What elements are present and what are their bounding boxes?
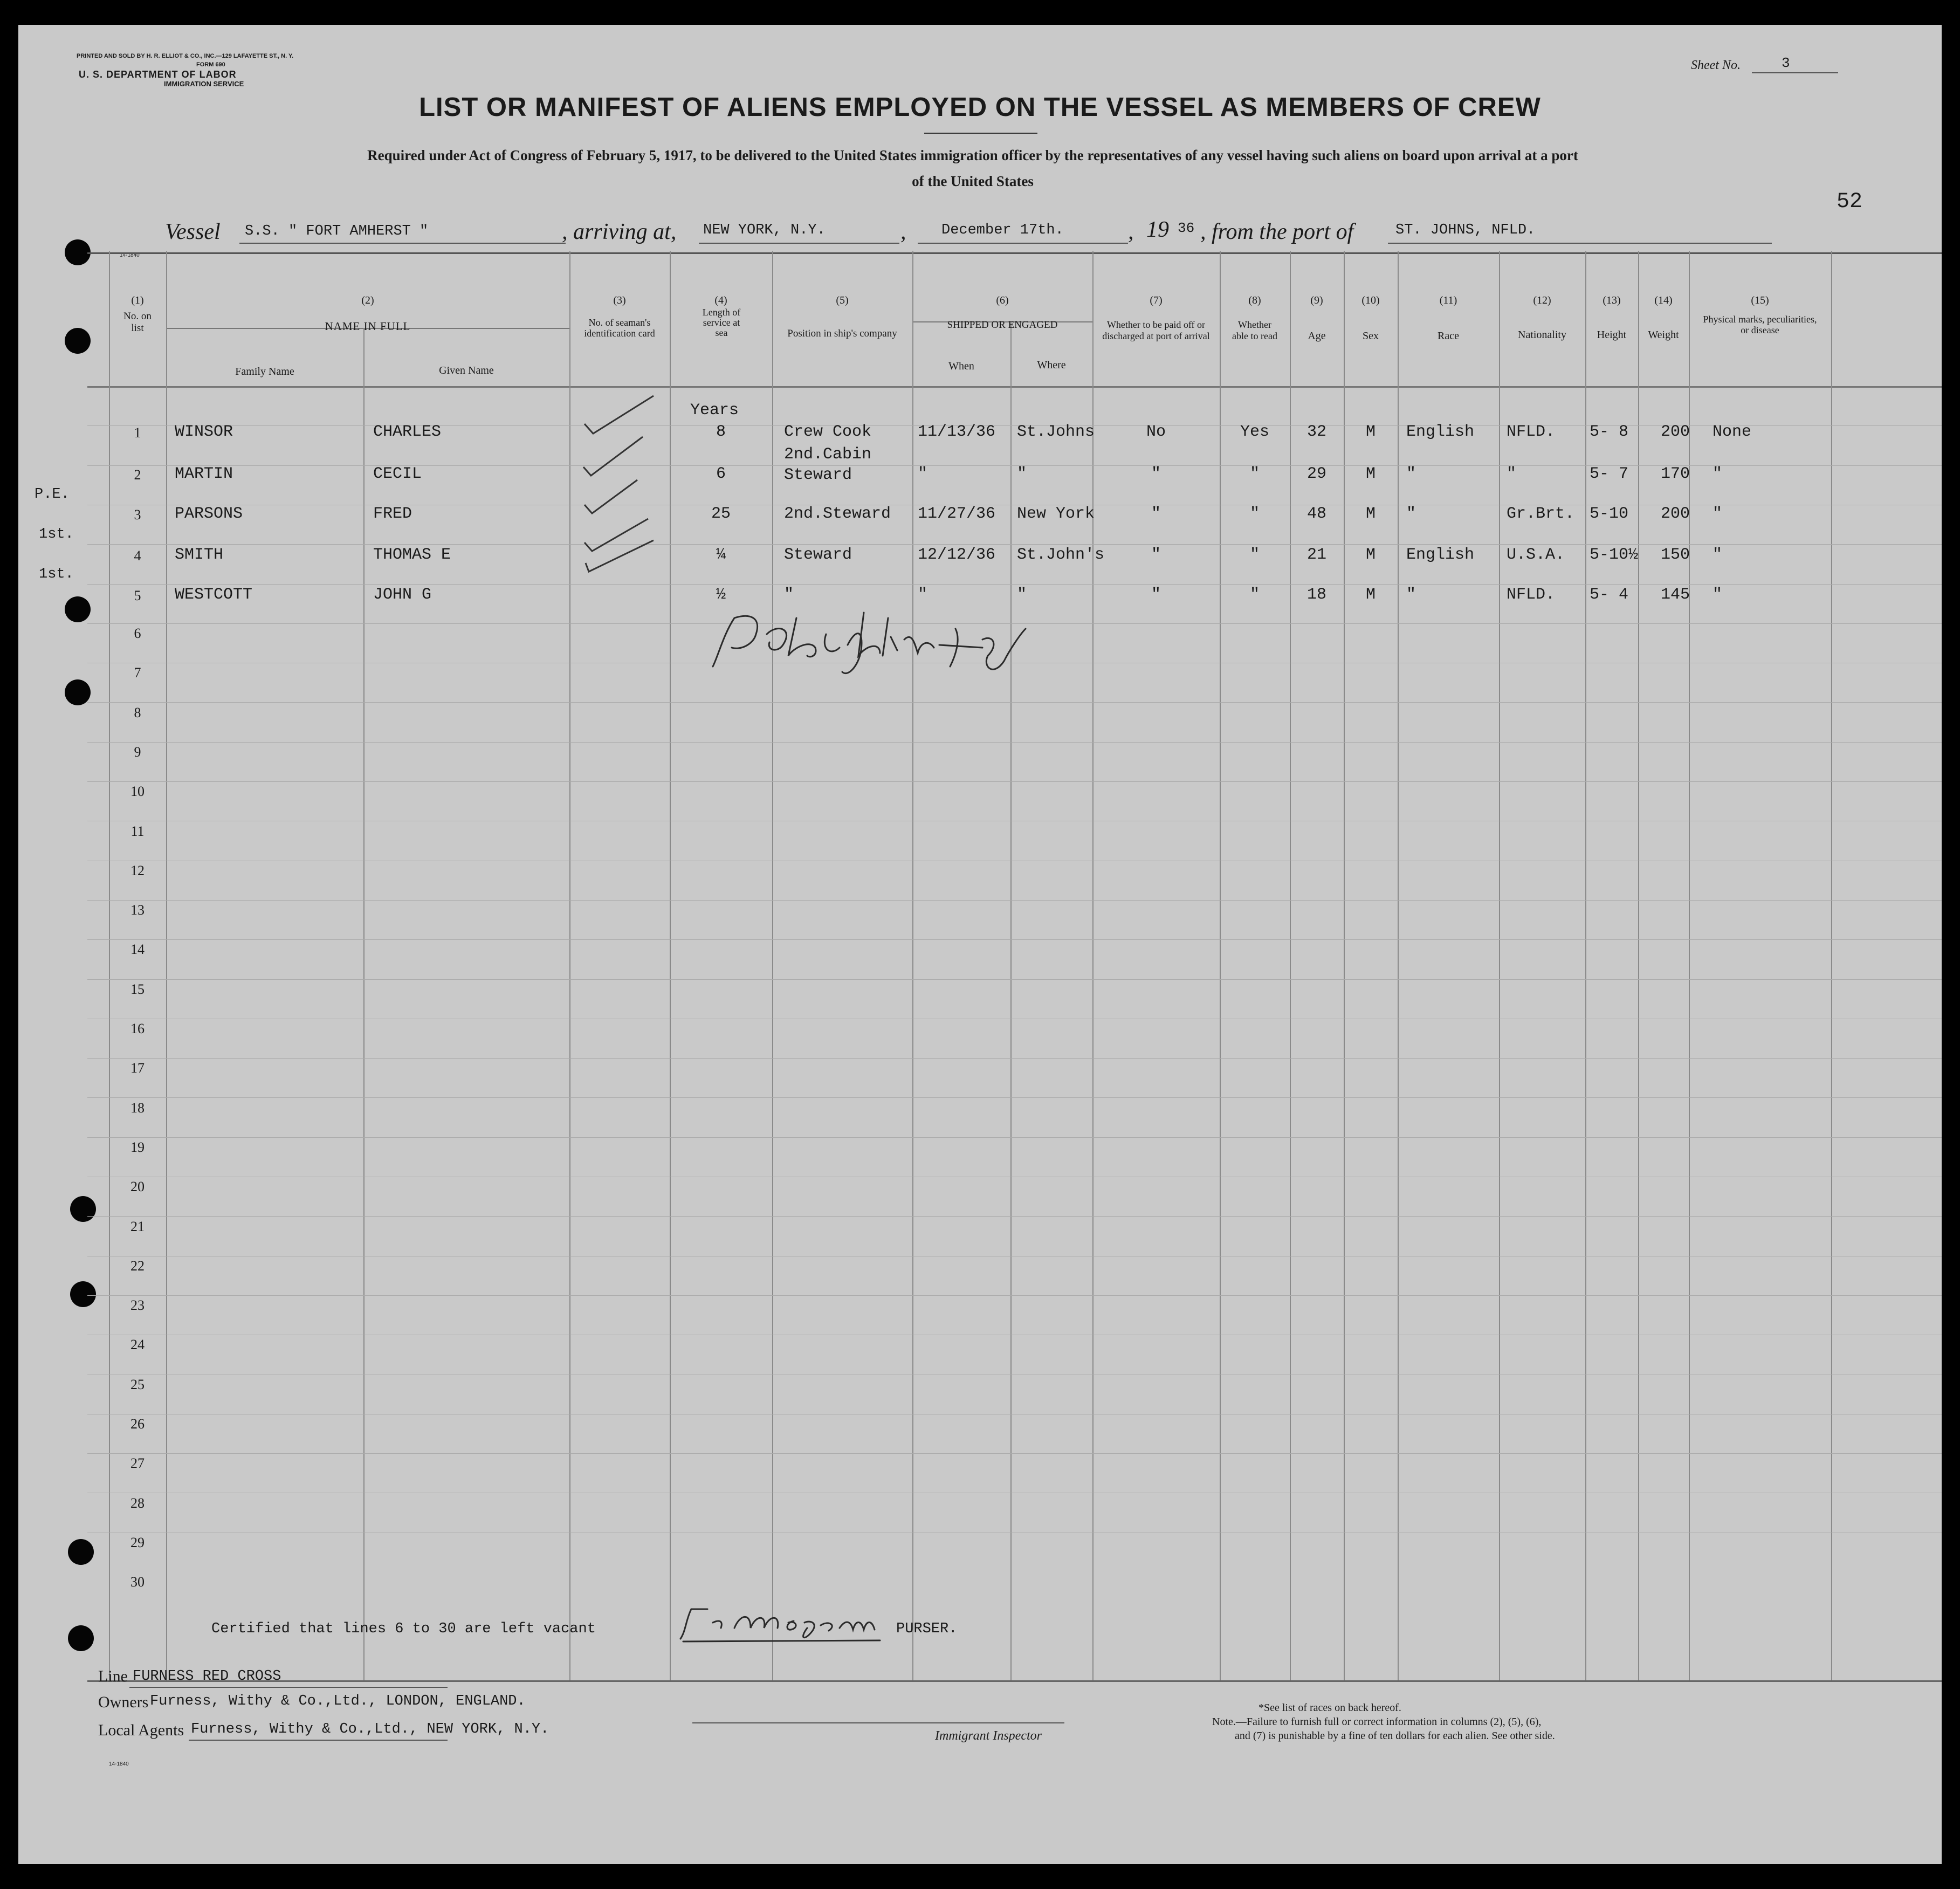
note-line-2: and (7) is punishable by a fine of ten dollars for each alien. See other side.: [1235, 1730, 1555, 1742]
check-mark: [586, 540, 654, 572]
cell-family: SMITH: [175, 546, 224, 564]
cell-read: ": [1249, 465, 1260, 483]
col-10-label: Sex: [1363, 330, 1379, 342]
col-11-label: Race: [1438, 330, 1459, 342]
row-number: 7: [134, 665, 141, 681]
row-number: 19: [130, 1139, 145, 1155]
row-number: 16: [130, 1021, 145, 1036]
row-number: 18: [130, 1100, 145, 1116]
col-11-num: (11): [1439, 294, 1457, 306]
col-13-num: (13): [1603, 294, 1621, 306]
col-7-num: (7): [1150, 294, 1163, 306]
cell-paid-off: ": [1151, 505, 1161, 523]
row-rule: [87, 702, 1942, 703]
row-number: 8: [134, 704, 141, 720]
col-3-num: (3): [613, 294, 626, 306]
col-6-label: SHIPPED OR ENGAGED: [947, 319, 1058, 331]
manifest-sheet: PRINTED AND SOLD BY H. R. ELLIOT & CO., INC.—129 LAFAYETTE ST., N. Y. FORM 690 U. S. DEPARTMENT OF LABOR IMMIGRATION SERVICE Sheet No. 3 52 LIST OR MANIFEST OF ALIENS EMPLOYED ON THE VESSEL AS MEMBERS OF CREW Required under Act of Congress of February 5, 1917, to be delivered to the United States immigration officer by the representatives of any vessel having such aliens on board upon arrival at a port of the United States Vessel S.S. " FORT AMHERST " , arriving at, NEW YORK, N.Y. , December 17th. , 19 36 , from the port of ST. JOHNS, NFLD. 14-1840 (1) No. on list (2) NAME IN FULL Family Name Given Name (3) No. of seaman's identification card (4) Length of service at sea (5) Position in ship's company (6) SHIPPED OR ENGAGED When Where (7) Whether to be paid off or discharged at port of arrival (8) Whether able to read (9) Age (10) Sex (11) Race (12) Nationality (13) Height (14) Weight (15) Physical marks, peculiarities, or disease 1 WINSOR CHARLES 8 Crew Cook 11/13/36 St.Johns No Yes 32 M English NFLD. 5- 8 200 None 2 MARTIN CECIL 6 Steward 2nd.Cabin " " " " 29 M " " 5- 7 170 " 3 PARSONS FRED 25 2nd.Steward 11/27/36 New York " " 48 M " Gr.Brt. 5-10 200 " 4 SMITH THOMAS E ¼ Steward 12/12/36 St.John's " " 21 M English U.S.A. 5-10½ 150 " 5 WESTCOTT JOHN G ½ " " " " " 18 M " NFLD. 5- 4 145 " 6 7 8 9 10 11 12 13 14 15 16 17 18 19 20 21 22 23 24 25 26 27 28 29 30 Years Certified that lines 6 to 30 are left vacant PURSER. P.E. 1st. 1st. Line FURNESS RED CROSS Owners Furness, Withy & Co.,Ltd., LONDON, ENGLAND. Local Agents Furness, Withy & Co.,Ltd., NEW YORK, N.Y. 14-1840 Immigrant Inspector *See list of races on back hereof. Note.—Failure to furnish full or correct information in columns (2), (5), (6), and (7) is punishable by a fine of ten dollars for each alien. See other side.: [18, 25, 1942, 1864]
crew-table: [87, 251, 1942, 1680]
cell-race: ": [1406, 465, 1416, 483]
col-8-num: (8): [1248, 294, 1261, 306]
col-14-label: Weight: [1648, 329, 1679, 341]
col-1-label: No. on list: [123, 311, 152, 334]
cell-age: 18: [1306, 586, 1326, 604]
cell-weight: 145: [1661, 586, 1690, 604]
sheet-label: Sheet No.: [1691, 58, 1741, 72]
cell-marks: ": [1713, 465, 1723, 483]
form-number: FORM 690: [196, 61, 225, 68]
form-code: 14-1840: [120, 252, 140, 258]
subtitle: [142, 142, 1803, 194]
from-label: , from the port of: [1200, 219, 1354, 244]
col-2-family: Family Name: [235, 366, 294, 377]
row-number: 6: [134, 626, 141, 641]
col-5-label: Position in ship's company: [787, 328, 897, 339]
cell-weight: 150: [1661, 546, 1690, 564]
col-2-num: (2): [361, 294, 374, 306]
row-rule: [87, 544, 1942, 545]
year-suffix: 36: [1178, 220, 1195, 236]
cell-weight: 200: [1661, 423, 1690, 441]
subtitle-line-1: Required under Act of Congress of February 5, 1917, to be delivered to the United States immigration officer by the representatives of any vessel having such aliens on board upon arrival at a port: [367, 147, 1578, 163]
cell-race: ": [1406, 505, 1416, 523]
arriving-label: , arriving at,: [562, 219, 677, 244]
line-label: Line: [98, 1667, 128, 1685]
col-9-num: (9): [1310, 294, 1323, 306]
cell-given: JOHN G: [373, 586, 432, 604]
year-prefix: 19: [1146, 217, 1169, 242]
cell-family: PARSONS: [175, 505, 243, 523]
cell-sex: M: [1365, 423, 1376, 441]
row-number: 28: [130, 1495, 145, 1511]
cell-where: New York: [1017, 505, 1095, 523]
row-number: 21: [130, 1218, 145, 1234]
margin-note: 1st.: [39, 566, 74, 582]
cell-height: 5- 8: [1590, 423, 1629, 441]
cell-service: ½: [716, 586, 726, 604]
col-10-num: (10): [1361, 294, 1380, 306]
row-rule: [87, 781, 1942, 782]
col-5-num: (5): [836, 294, 849, 306]
owners-value: Furness, Withy & Co.,Ltd., LONDON, ENGLAND.: [150, 1693, 526, 1709]
cell-nationality: NFLD.: [1507, 423, 1556, 441]
cell-position: Steward: [784, 546, 852, 564]
col-3-label: No. of seaman's identification card: [584, 317, 655, 339]
margin-note: P.E.: [35, 486, 70, 503]
inspector-label: Immigrant Inspector: [935, 1729, 1042, 1743]
col-15-num: (15): [1751, 294, 1769, 306]
sheet-number: 3: [1782, 55, 1790, 71]
col-6-where: Where: [1037, 359, 1066, 371]
arriving-port: NEW YORK, N.Y.: [703, 222, 826, 238]
cell-sex: M: [1365, 465, 1376, 483]
cell-marks: ": [1713, 505, 1723, 523]
col-1-num: (1): [131, 294, 144, 306]
cell-marks: ": [1713, 546, 1723, 564]
row-number: 15: [130, 981, 145, 997]
cell-paid-off: ": [1151, 546, 1161, 564]
cell-given: CHARLES: [373, 423, 442, 441]
punch-hole: [65, 239, 91, 265]
cell-marks: None: [1713, 423, 1752, 441]
cell-weight: 200: [1661, 505, 1690, 523]
row-number: 9: [134, 744, 141, 760]
col-8-label: Whether able to read: [1232, 319, 1277, 341]
cell-position: 2nd.Cabin: [784, 445, 872, 464]
checkmarks: [573, 391, 675, 575]
page-number: 52: [1837, 190, 1863, 214]
note-line-1: Note.—Failure to furnish full or correct information in columns (2), (5), (6),: [1212, 1716, 1542, 1728]
cell-read: Yes: [1240, 423, 1269, 441]
row-rule: [87, 1216, 1942, 1217]
cell-when: 12/12/36: [918, 546, 996, 564]
page-title: LIST OR MANIFEST OF ALIENS EMPLOYED ON THE VESSEL AS MEMBERS OF CREW: [419, 93, 1541, 122]
row-rule: [87, 939, 1942, 940]
cell-paid-off: No: [1146, 423, 1166, 441]
row-number: 2: [134, 467, 141, 483]
cell-paid-off: ": [1151, 465, 1161, 483]
department: U. S. DEPARTMENT OF LABOR: [79, 69, 237, 80]
col-6-num: (6): [996, 294, 1009, 306]
row-rule: [87, 979, 1942, 980]
row-rule: [87, 1295, 1942, 1296]
cell-nationality: Gr.Brt.: [1507, 505, 1575, 523]
cell-service: ¼: [716, 546, 726, 564]
row-number: 11: [130, 823, 145, 839]
cell-position-line2: Steward: [784, 466, 852, 484]
row-rule: [87, 584, 1942, 585]
cell-sex: M: [1365, 546, 1376, 564]
cell-nationality: NFLD.: [1507, 586, 1556, 604]
cell-weight: 170: [1661, 465, 1690, 483]
cell-race: English: [1406, 423, 1475, 441]
col-9-label: Age: [1308, 330, 1326, 342]
row-number: 12: [130, 862, 145, 878]
check-mark: [584, 396, 654, 434]
agents-label: Local Agents: [98, 1721, 184, 1739]
row-rule: [87, 742, 1942, 743]
col-14-num: (14): [1654, 294, 1673, 306]
cell-where: ": [1017, 465, 1027, 483]
cell-where: St.Johns: [1017, 423, 1095, 441]
cell-when: 11/13/36: [918, 423, 996, 441]
cell-where: St.John's: [1017, 546, 1105, 564]
punch-hole: [65, 328, 91, 354]
row-number: 29: [130, 1534, 145, 1550]
punch-hole: [65, 596, 91, 622]
cell-read: ": [1249, 546, 1260, 564]
footer-code: 14-1840: [109, 1761, 129, 1767]
cell-when: 11/27/36: [918, 505, 996, 523]
cell-nationality: U.S.A.: [1507, 546, 1565, 564]
row-number: 26: [130, 1416, 145, 1432]
agents-value: Furness, Withy & Co.,Ltd., NEW YORK, N.Y.: [191, 1721, 549, 1737]
col-4-num: (4): [714, 294, 727, 306]
years-label: Years: [690, 401, 739, 420]
cell-given: FRED: [373, 505, 412, 523]
cell-age: 48: [1306, 505, 1326, 523]
owners-label: Owners: [98, 1693, 149, 1711]
row-number: 23: [130, 1297, 145, 1314]
col-6-when: When: [948, 360, 974, 372]
cell-height: 5- 7: [1590, 465, 1629, 483]
row-rule: [87, 1058, 1942, 1059]
row-number: 10: [130, 784, 145, 800]
row-rule: [87, 1137, 1942, 1138]
cell-position: 2nd.Steward: [784, 505, 891, 523]
col-15-label: Physical marks, peculiarities, or disease: [1703, 314, 1817, 335]
certification-text: Certified that lines 6 to 30 are left vacant: [211, 1621, 596, 1637]
cell-age: 29: [1306, 465, 1326, 483]
row-number: 5: [134, 588, 141, 603]
from-port: ST. JOHNS, NFLD.: [1395, 222, 1536, 238]
col-13-label: Height: [1597, 329, 1627, 341]
cell-when: ": [918, 586, 928, 604]
cell-given: CECIL: [373, 465, 422, 483]
col-12-label: Nationality: [1518, 329, 1566, 341]
purser-title: PURSER.: [896, 1621, 958, 1637]
vessel-name: S.S. " FORT AMHERST ": [245, 223, 429, 239]
subtitle-line-2: of the United States: [912, 173, 1034, 189]
arrival-date: December 17th.: [941, 222, 1064, 238]
row-number: 14: [130, 942, 145, 958]
cell-age: 32: [1306, 423, 1326, 441]
cell-height: 5- 4: [1590, 586, 1629, 604]
row-rule: [87, 1453, 1942, 1454]
cell-family: WESTCOTT: [175, 586, 253, 604]
cell-nationality: ": [1507, 465, 1517, 483]
col-12-num: (12): [1533, 294, 1551, 306]
cell-race: ": [1406, 586, 1416, 604]
vessel-label: Vessel: [165, 219, 221, 244]
cell-service: 8: [716, 423, 726, 441]
cell-race: English: [1406, 546, 1475, 564]
row-number: 1: [134, 425, 141, 441]
cell-height: 5-10: [1590, 505, 1629, 523]
cell-family: WINSOR: [175, 423, 233, 441]
line-value: FURNESS RED CROSS: [133, 1668, 281, 1685]
col-2-given: Given Name: [439, 365, 494, 376]
col-7-label: Whether to be paid off or discharged at port of arrival: [1102, 319, 1210, 341]
inspector-signature: [702, 596, 1123, 688]
row-number: 30: [130, 1574, 145, 1590]
printer-line: PRINTED AND SOLD BY H. R. ELLIOT & CO., INC.—129 LAFAYETTE ST., N. Y.: [77, 53, 294, 59]
cell-read: ": [1249, 505, 1260, 523]
row-rule: [87, 900, 1942, 901]
cell-marks: ": [1713, 586, 1723, 604]
check-mark: [584, 519, 648, 551]
row-number: 24: [130, 1337, 145, 1353]
service: IMMIGRATION SERVICE: [164, 80, 244, 88]
cell-paid-off: ": [1151, 586, 1161, 604]
row-number: 17: [130, 1060, 145, 1076]
cell-service: 6: [716, 465, 726, 483]
row-rule: [87, 1097, 1942, 1098]
row-number: 20: [130, 1179, 145, 1195]
note-races: *See list of races on back hereof.: [1258, 1702, 1401, 1714]
check-mark: [584, 480, 637, 513]
cell-position: Crew Cook: [784, 423, 872, 441]
cell-position: ": [784, 586, 794, 604]
row-number: 27: [130, 1455, 145, 1472]
cell-family: MARTIN: [175, 465, 233, 483]
row-number: 3: [134, 507, 141, 523]
row-number: 13: [130, 902, 145, 918]
col-4-label: Length of service at sea: [702, 307, 741, 338]
cell-age: 21: [1306, 546, 1326, 564]
margin-note: 1st.: [39, 526, 74, 542]
cell-when: ": [918, 465, 928, 483]
cell-where: ": [1017, 586, 1027, 604]
row-number: 22: [130, 1258, 145, 1274]
cell-sex: M: [1365, 586, 1376, 604]
punch-hole: [65, 679, 91, 705]
col-2-label: NAME IN FULL: [325, 320, 411, 333]
row-number: 25: [130, 1376, 145, 1392]
cell-given: THOMAS E: [373, 546, 451, 564]
cell-service: 25: [711, 505, 731, 523]
cell-read: ": [1249, 586, 1260, 604]
cell-height: 5-10½: [1590, 546, 1639, 564]
check-mark: [583, 437, 643, 476]
row-number: 4: [134, 548, 141, 564]
cell-sex: M: [1365, 505, 1376, 523]
